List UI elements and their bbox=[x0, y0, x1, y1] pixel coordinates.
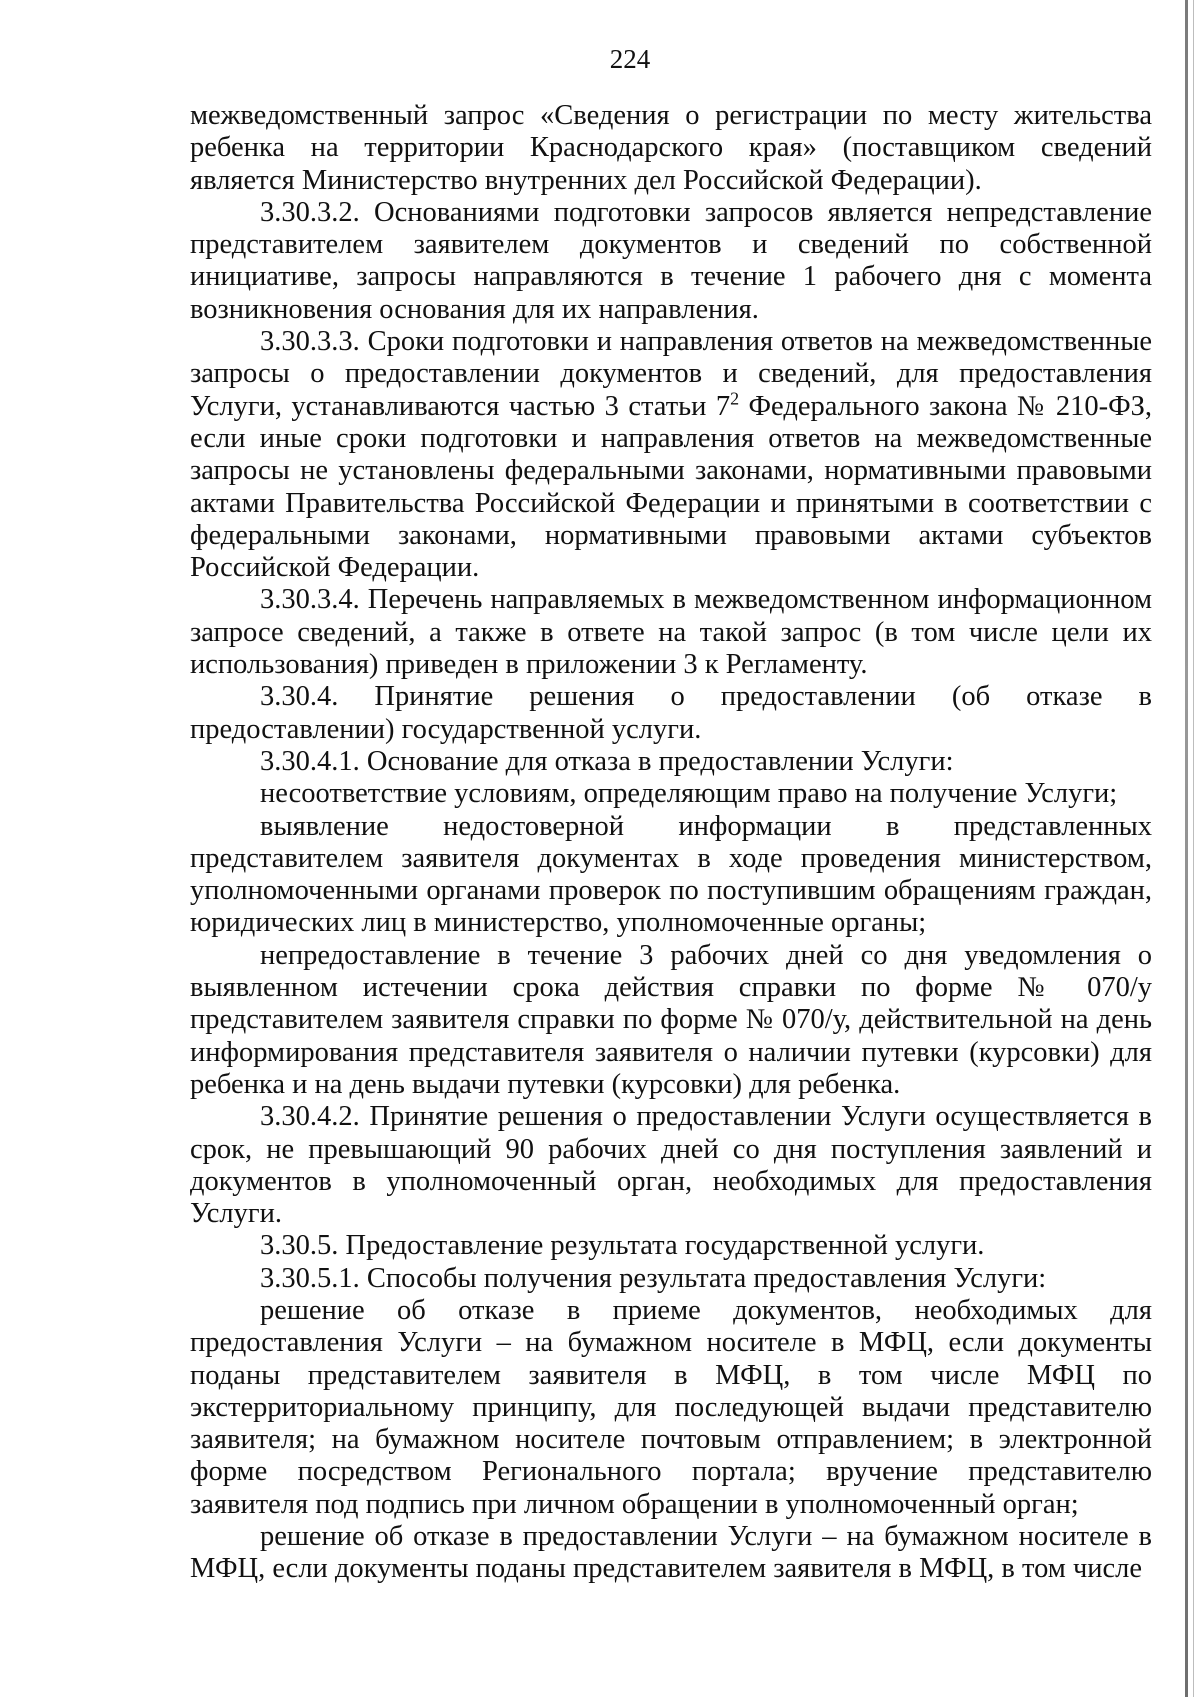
paragraph: 3.30.3.2. Основаниями подготовки запросов является непредставление представителем заявителем документов и сведений по собственной инициативе, запросы направляются в течение 1 рабочего дня с момента возникновения основания для их направления. bbox=[190, 196, 1152, 325]
page-number: 224 bbox=[609, 44, 651, 74]
paragraph: выявление недостоверной информации в представленных представителем заявителя документах в ходе проведения министерством, уполномоченными органами проверок по поступившим обращениям граждан, юридических лиц в министерство, уполномоченные органы; bbox=[190, 810, 1152, 939]
paragraph: решение об отказе в предоставлении Услуги – на бумажном носителе в МФЦ, если документы поданы представителем заявителя в МФЦ, в том числе bbox=[190, 1521, 1152, 1585]
paragraph: 3.30.5.1. Способы получения результата предоставления Услуги: bbox=[260, 1262, 1047, 1294]
superscript: 2 bbox=[730, 388, 740, 409]
paragraph-text: 3.30.3.3. Сроки подготовки и направления ответов на межведомственные запросы о предоставлении документов и сведений, для предоставления Услуги, устанавливаются частью 3 статьи 7 bbox=[190, 326, 1152, 422]
paragraph: 3.30.4.1. Основание для отказа в предоставлении Услуги: bbox=[260, 745, 954, 777]
paragraph: межведомственный запрос «Сведения о регистрации по месту жительства ребенка на территории Краснодарского края» (поставщиком сведений является Министерство внутренних дел Российской Федерации). bbox=[190, 100, 1152, 196]
paragraph: 3.30.3.4. Перечень направляемых в межведомственном информационном запросе сведений, а также в ответе на такой запрос (в том числе цели их использования) приведен в приложении 3 к Регламенту. bbox=[190, 584, 1152, 681]
scan-edge-line bbox=[1185, 0, 1188, 1697]
paragraph: 3.30.4.2. Принятие решения о предоставлении Услуги осуществляется в срок, не превышающий 90 рабочих дней со дня поступления заявлений и документов в уполномоченный орган, необходимых для предоставления Услуги. bbox=[190, 1101, 1152, 1230]
paragraph: 3.30.5. Предоставление результата государственной услуги. bbox=[260, 1230, 985, 1262]
paragraph: решение об отказе в приеме документов, необходимых для предоставления Услуги – на бумажном носителе в МФЦ, если документы поданы представителем заявителя в МФЦ, в том числе МФЦ по экстерриториальному принципу, для последующей выдачи представителю заявителя; на бумажном носителе почтовым отправлением; в электронной форме посредством Регионального портала; вручение представителю заявителя под подпись при личном обращении в уполномоченный орган; bbox=[190, 1294, 1152, 1520]
paragraph: 3.30.4. Принятие решения о предоставлении (об отказе в предоставлении) государственной услуги. bbox=[190, 681, 1152, 745]
scan-edge-line bbox=[1193, 0, 1194, 1697]
document-body bbox=[190, 100, 1152, 1586]
paragraph bbox=[190, 326, 1152, 584]
paragraph-text: Федерального закона № 210-ФЗ, если иные сроки подготовки и направления ответов на межведомственные запросы не установлены федеральными законами, нормативными правовыми актами Правительства Российской Федерации и принятыми в соответствии с федеральными законами, нормативными правовыми актами субъектов Российской Федерации. bbox=[190, 390, 1153, 584]
paragraph: несоответствие условиям, определяющим право на получение Услуги; bbox=[260, 778, 1118, 810]
paragraph: непредоставление в течение 3 рабочих дней со дня уведомления о выявленном истечении срока действия справки по форме № 070/у представителем заявителя справки по форме № 070/у, действительной на день информирования представителя заявителя о наличии путевки (курсовки) для ребенка и на день выдачи путевки (курсовки) для ребенка. bbox=[190, 939, 1152, 1100]
